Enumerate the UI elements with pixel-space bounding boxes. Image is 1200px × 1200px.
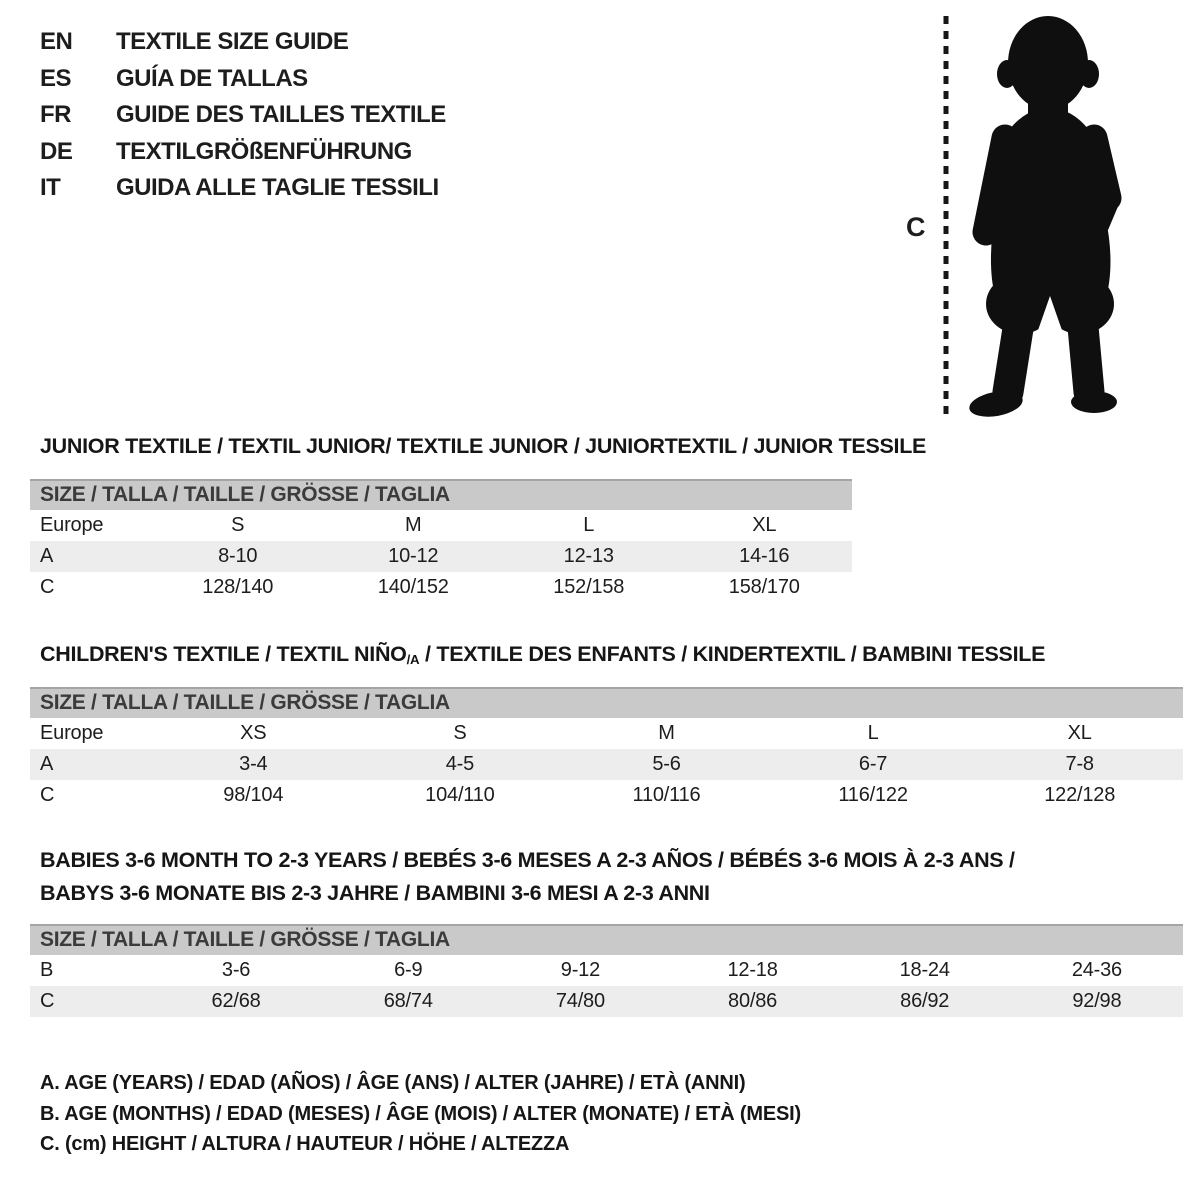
language-title: TEXTILGRÖßENFÜHRUNG bbox=[116, 137, 412, 165]
measure-legend bbox=[40, 1068, 801, 1160]
size-header-bar: SIZE / TALLA / TAILLE / GRÖSSE / TAGLIA bbox=[30, 925, 1183, 955]
table-row bbox=[30, 749, 1183, 780]
language-code: IT bbox=[40, 174, 61, 202]
language-row bbox=[40, 170, 446, 207]
size-cell: L bbox=[867, 722, 879, 744]
babies-title-line2: BABYS 3-6 MONATE BIS 2-3 JAHRE / BAMBINI 3-6 MESI A 2-3 ANNI bbox=[40, 881, 710, 905]
size-cell: 12-13 bbox=[563, 545, 614, 567]
table-row bbox=[30, 986, 1183, 1017]
language-title: GUIDA ALLE TAGLIE TESSILI bbox=[116, 174, 439, 202]
language-row bbox=[40, 24, 446, 61]
size-cell: M bbox=[658, 722, 675, 744]
language-header bbox=[40, 24, 446, 207]
size-cell: 7-8 bbox=[1065, 753, 1094, 775]
junior-section-title: JUNIOR TEXTILE / TEXTIL JUNIOR/ TEXTILE JUNIOR / JUNIORTEXTIL / JUNIOR TESSILE bbox=[40, 434, 927, 458]
size-cell: M bbox=[405, 514, 422, 536]
size-cell: XL bbox=[752, 514, 777, 536]
size-cell: 86/92 bbox=[900, 990, 950, 1012]
size-cell: 122/128 bbox=[1044, 784, 1116, 806]
table-row bbox=[30, 955, 1183, 986]
size-header-row bbox=[30, 925, 1183, 955]
babies-section-title bbox=[40, 844, 1015, 910]
language-row bbox=[40, 97, 446, 134]
size-header-bar: SIZE / TALLA / TAILLE / GRÖSSE / TAGLIA bbox=[30, 688, 1183, 718]
size-header-row bbox=[30, 688, 1183, 718]
size-cell: L bbox=[583, 514, 595, 536]
legend-line-a: A. AGE (YEARS) / EDAD (AÑOS) / ÂGE (ANS) / ALTER (JAHRE) / ETÀ (ANNI) bbox=[40, 1072, 746, 1094]
size-header-bar: SIZE / TALLA / TAILLE / GRÖSSE / TAGLIA bbox=[30, 480, 852, 510]
language-code: ES bbox=[40, 64, 72, 92]
size-cell: 92/98 bbox=[1072, 990, 1122, 1012]
size-cell: 14-16 bbox=[739, 545, 790, 567]
language-title: TEXTILE SIZE GUIDE bbox=[116, 28, 349, 56]
language-row bbox=[40, 134, 446, 171]
toddler-silhouette-icon bbox=[956, 10, 1146, 420]
size-cell: 158/170 bbox=[728, 576, 800, 598]
table-row bbox=[30, 780, 1183, 811]
table-row bbox=[30, 572, 852, 603]
size-cell: 24-36 bbox=[1071, 959, 1122, 981]
size-cell: XL bbox=[1067, 722, 1092, 744]
size-cell: XS bbox=[240, 722, 267, 744]
size-cell: 140/152 bbox=[377, 576, 449, 598]
size-cell: 18-24 bbox=[899, 959, 950, 981]
height-dotted-line-icon bbox=[943, 16, 949, 420]
size-cell: 3-6 bbox=[221, 959, 251, 981]
children-title-sub: /A bbox=[406, 651, 420, 667]
children-title-pre: CHILDREN'S TEXTILE / TEXTIL NIÑO bbox=[40, 642, 407, 666]
language-row bbox=[40, 61, 446, 98]
children-section-title bbox=[40, 642, 1045, 667]
legend-line-c: C. (cm) HEIGHT / ALTURA / HAUTEUR / HÖHE / ALTEZZA bbox=[40, 1133, 570, 1155]
row-label: A bbox=[40, 545, 54, 567]
table-row bbox=[30, 510, 852, 541]
size-cell: 3-4 bbox=[239, 753, 268, 775]
size-cell: 4-5 bbox=[445, 753, 475, 775]
row-label: B bbox=[40, 959, 54, 981]
row-label: A bbox=[40, 753, 54, 775]
size-cell: S bbox=[453, 722, 467, 744]
table-row bbox=[30, 541, 852, 572]
size-cell: 6-7 bbox=[858, 753, 888, 775]
junior-size-table bbox=[30, 479, 852, 603]
row-label: C bbox=[40, 576, 55, 598]
size-cell: 116/122 bbox=[838, 784, 908, 806]
size-cell: 80/86 bbox=[728, 990, 778, 1012]
legend-line-b: B. AGE (MONTHS) / EDAD (MESES) / ÂGE (MOIS) / ALTER (MONATE) / ETÀ (MESI) bbox=[40, 1102, 801, 1125]
table-row bbox=[30, 718, 1183, 749]
size-cell: S bbox=[231, 514, 245, 536]
height-measure-label: C bbox=[906, 212, 926, 242]
language-code: DE bbox=[40, 137, 73, 165]
language-code: FR bbox=[40, 101, 71, 129]
size-cell: 12-18 bbox=[727, 959, 778, 981]
size-cell: 98/104 bbox=[223, 784, 284, 806]
babies-size-table bbox=[30, 924, 1183, 1017]
language-title: GUÍA DE TALLAS bbox=[116, 64, 308, 92]
size-cell: 62/68 bbox=[211, 990, 261, 1012]
children-title-post: / TEXTILE DES ENFANTS / KINDERTEXTIL / BAMBINI TESSILE bbox=[419, 642, 1046, 666]
children-size-table bbox=[30, 687, 1183, 811]
babies-title-line1: BABIES 3-6 MONTH TO 2-3 YEARS / BEBÉS 3-6 MESES A 2-3 AÑOS / BÉBÉS 3-6 MOIS À 2-3 ANS / bbox=[40, 848, 1015, 872]
size-cell: 9-12 bbox=[560, 959, 600, 981]
size-cell: 152/158 bbox=[553, 576, 625, 598]
size-header-row bbox=[30, 480, 852, 510]
size-cell: 6-9 bbox=[394, 959, 423, 981]
size-cell: 68/74 bbox=[383, 990, 433, 1012]
size-cell: 74/80 bbox=[555, 990, 605, 1012]
row-label: C bbox=[40, 990, 55, 1012]
row-label: Europe bbox=[40, 722, 104, 744]
row-label: Europe bbox=[40, 514, 104, 536]
language-title: GUIDE DES TAILLES TEXTILE bbox=[116, 101, 446, 129]
size-cell: 10-12 bbox=[388, 545, 439, 567]
size-cell: 8-10 bbox=[218, 545, 258, 567]
size-cell: 5-6 bbox=[652, 753, 681, 775]
size-cell: 128/140 bbox=[202, 576, 274, 598]
size-cell: 104/110 bbox=[425, 784, 495, 806]
row-label: C bbox=[40, 784, 55, 806]
language-code: EN bbox=[40, 28, 73, 56]
size-cell: 110/116 bbox=[632, 784, 701, 806]
